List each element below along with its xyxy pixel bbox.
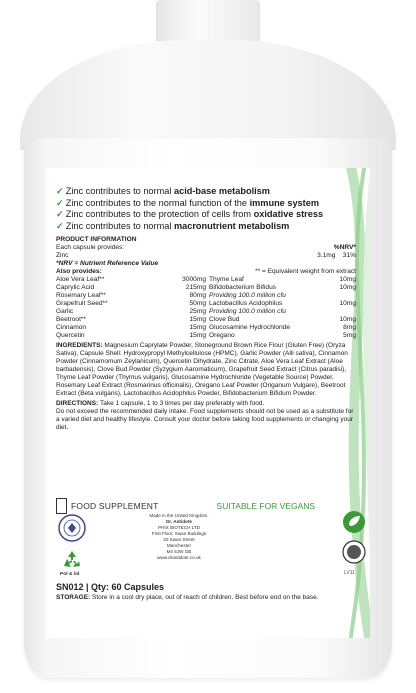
ingredient-name: Garlic (56, 308, 74, 315)
ingredient-row (56, 276, 206, 284)
manufacturer-address: Made in the United Kingdom. Dr. Antidote PHIX BIOTECH LTD First Floor, Swan Buildings 20 Swan Street Manchester M4 5JW GB www.drantidote.co.uk (149, 513, 209, 560)
ingredients-paragraph: INGREDIENTS: Magnesium Caprylate Powder, Stoneground Brown Rice Flour (Gluten Free) (Oryza Sativa), Capsule Shell: Hydroxypropyl Methylcellulose (HPMC), Garlic Powder (Alli sativa), Cinnamon Powder (Cinnamomum Zeylanicum), Quercetin Dihydrate, Zinc Citrate, Aloe Vera Leaf Extract (Aloe barbadensis), Clove Bud Powder (Syzygium Aaromaticum), Grapefruit Seed Extract (Citrus paradisi), Thyme Leaf Powder (Thymus vulgaris), Glucosamine Hydrochloride (Vegetable Source) Powder, Rosemary Leaf Extract (Rosmarinus officinalis), Oregano Leaf Powder (Origanum Vulgare), Beetroot Extract (Beta vulgaris), Lactobacillus Acidophilus Powder, Bifidobacterium Bifidum Powder. (56, 342, 348, 397)
check-icon: ✓ (56, 186, 64, 196)
halal-seal-icon (58, 514, 86, 542)
ingredient-row (56, 332, 206, 340)
equiv-note: ** = Equivalent weight from extract (255, 268, 356, 275)
ingredient-row (209, 284, 356, 292)
ingredient-name: Aloe Vera Leaf** (56, 276, 105, 283)
ingredient-table (56, 276, 356, 340)
ingredient-amount: 10mg (339, 284, 356, 291)
ingredient-name: Bifidobacterium Bifidus (209, 284, 277, 291)
brand-logo-icon (56, 498, 67, 514)
ingredient-row (209, 276, 356, 284)
ingredient-column-left (56, 276, 206, 340)
ingredient-amount: 8mg (343, 324, 356, 331)
ingredient-row (209, 324, 356, 332)
ingredient-amount: 25mg (189, 308, 206, 315)
ingredient-amount: 80mg (189, 292, 206, 299)
pot-lid-label: Pot & lid (60, 572, 80, 577)
ingredient-name: Rosemary Leaf** (56, 292, 106, 299)
claim-3: ✓ Zinc contributes to the protection of cells from oxidative stress (56, 209, 324, 219)
each-capsule: Each capsule provides: (56, 244, 125, 251)
gmp-seal-icon (342, 540, 366, 564)
ingredient-row (209, 292, 356, 300)
ingredient-name: Caprylic Acid (56, 284, 95, 291)
ingredient-row (209, 332, 356, 340)
label-footer (56, 498, 356, 514)
ingredient-name: Glucosamine Hydrochloride (209, 324, 290, 331)
info-heading: PRODUCT INFORMATION (56, 236, 137, 243)
ingredient-name: Thyme Leaf (209, 276, 244, 283)
ingredient-name: Oregano (209, 332, 235, 339)
ingredient-name: Providing 100.0 million cfu (209, 292, 286, 299)
ingredient-amount: 10mg (339, 276, 356, 283)
lv-code: LV11 (344, 570, 355, 576)
claim-4: ✓ Zinc contributes to normal macronutrient metabolism (56, 220, 290, 231)
ingredient-name: Lactobacillus Acidophilus (209, 300, 283, 307)
bottle-shoulder (20, 40, 396, 150)
ingredient-row (209, 316, 356, 324)
ingredient-row (56, 316, 206, 324)
ingredient-row (209, 300, 356, 308)
ingredient-row (56, 324, 206, 332)
product-information (56, 236, 356, 432)
zinc-row: Zinc 3.1mg 31% (56, 252, 356, 259)
ingredient-name: Clove Bud (209, 316, 240, 323)
vegan-label: SUITABLE FOR VEGANS (216, 501, 316, 511)
food-supplement-label: FOOD SUPPLEMENT (71, 501, 159, 511)
check-icon: ✓ (56, 197, 64, 208)
ingredient-amount: 3000mg (182, 276, 206, 283)
product-label (46, 168, 370, 638)
ingredient-amount: 5mg (343, 332, 356, 339)
check-icon: ✓ (56, 209, 64, 219)
ingredient-row (56, 284, 206, 292)
check-icon: ✓ (56, 220, 64, 231)
vegan-leaf-icon (342, 510, 366, 534)
nrv-header: %NRV* (333, 244, 356, 251)
ingredient-amount: 10mg (339, 316, 356, 323)
nrv-note: *NRV = Nutrient Reference Value (56, 260, 159, 267)
ingredient-name: Providing 100.0 million cfu (209, 308, 286, 315)
ingredient-row (209, 308, 356, 316)
ingredient-amount: 50mg (189, 300, 206, 307)
ingredient-amount: 15mg (189, 316, 206, 323)
ingredient-amount: 215mg (185, 284, 206, 291)
claim-2: ✓ Zinc contributes to the normal function of the immune system (56, 197, 320, 208)
ingredient-row (56, 300, 206, 308)
ingredient-row (56, 308, 206, 316)
ingredient-amount: 15mg (189, 332, 206, 339)
health-claims (56, 186, 356, 232)
ingredient-name: Quercetin (56, 332, 85, 339)
ingredient-row (56, 292, 206, 300)
recycle-icon (60, 548, 84, 572)
ingredient-amount: 15mg (189, 324, 206, 331)
directions-paragraph: DIRECTIONS: Take 1 capsule, 1 to 3 times per day preferably with food. Do not exceed the recommended daily intake. Food supplements should not be used as a substitute for a varied diet and healthy lifestyle. Consult your doctor before taking food supplements or changing your diet. (56, 400, 354, 431)
claim-1: ✓ Zinc contributes to normal acid-base metabolism (56, 186, 270, 196)
ingredient-name: Grapefruit Seed** (56, 300, 108, 307)
ingredient-amount: 10mg (339, 300, 356, 307)
ingredient-name: Beetroot** (56, 316, 87, 323)
ingredient-name: Cinnamon (56, 324, 87, 331)
product-code-quantity: SN012 | Qty: 60 Capsules (56, 582, 165, 592)
ingredient-column-right (206, 276, 356, 340)
storage-text: STORAGE: Store in a cool dry place, out of reach of children. Best before end on the base. (56, 594, 319, 601)
also-provides: Also provides: (56, 268, 102, 275)
